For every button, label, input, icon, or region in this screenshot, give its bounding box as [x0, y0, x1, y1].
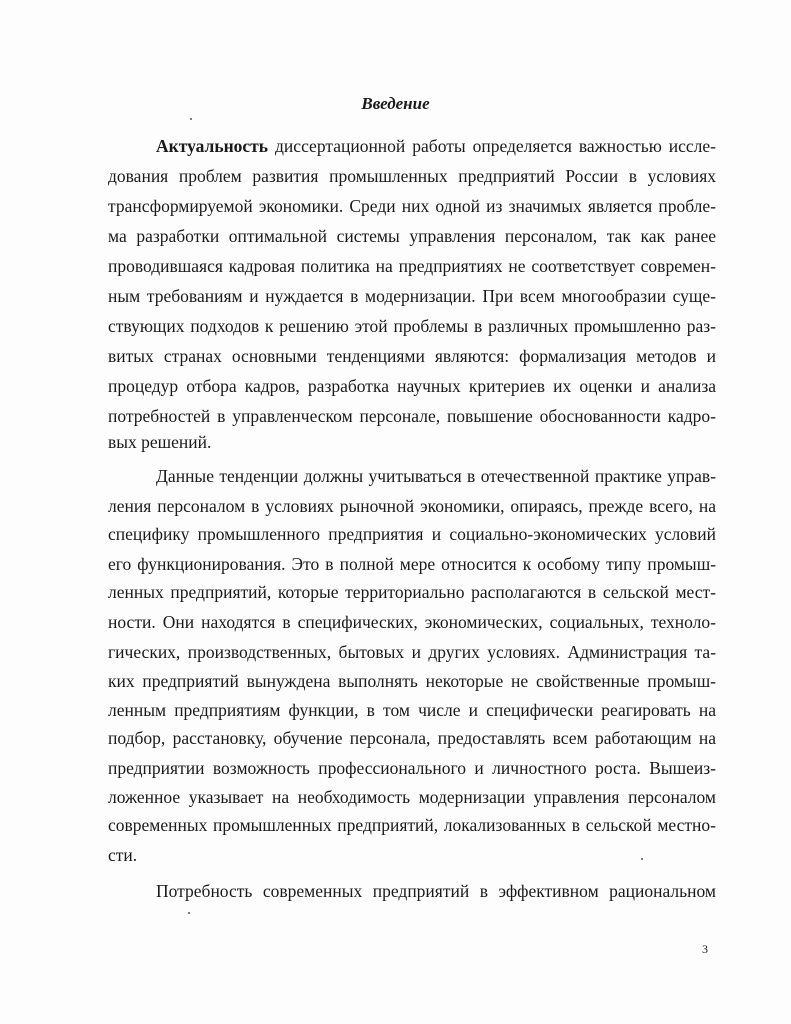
paragraph-1-line-1: [156, 134, 716, 158]
paragraph-2-line-11: предприятии возможность профессионального и личностного роста. Вышеиз-: [108, 758, 716, 778]
paragraph-1-line-2: дования проблем развития промышленных предприятий России в условиях: [108, 166, 716, 186]
paragraph-1-line-3: трансформируемой экономики. Среди них одной из значимых является пробле-: [108, 196, 716, 216]
paragraph-2-line-2: ления персоналом в условиях рыночной экономики, опираясь, прежде всего, на: [108, 496, 716, 516]
page-number: 3: [702, 942, 708, 956]
paragraph-1-line-11: вых решений.: [108, 432, 212, 452]
paragraph-1-line-7: ствующих подходов к решению этой проблемы в различных промышленно раз-: [108, 316, 716, 336]
paragraph-1-line-8: витых странах основными тенденциями являются: формализация методов и: [108, 346, 716, 366]
paragraph-2-line-14: сти.: [108, 845, 138, 865]
paragraph-1-line-5: проводившаяся кадровая политика на предприятиях не соответствует современ-: [108, 256, 716, 276]
scan-speck: [190, 118, 192, 120]
paragraph-2-line-9: ленным предприятиям функции, в том числе и специфически реагировать на: [108, 700, 716, 720]
paragraph-2-line-8: ких предприятий вынуждена выполнять некоторые не свойственные промыш-: [108, 671, 716, 691]
paragraph-1-line-6: ным требованиям и нуждается в модернизации. При всем многообразии суще-: [108, 286, 716, 306]
paragraph-1-line-9: процедур отбора кадров, разработка научных критериев их оценки и анализа: [108, 376, 716, 396]
paragraph-2-line-1: Данные тенденции должны учитываться в отечественной практике управ-: [156, 466, 716, 486]
paragraph-1-line-4: ма разработки оптимальной системы управления персоналом, так как ранее: [108, 226, 716, 246]
paragraph-1-lead-term: Актуальность: [156, 136, 269, 156]
paragraph-2-line-7: гических, производственных, бытовых и других условиях. Администрация та-: [108, 642, 716, 662]
paragraph-2-line-4: его функционирования. Это в полной мере относится к особому типу промыш-: [108, 554, 716, 574]
paragraph-1-line-10: потребностей в управленческом персонале, повышение обоснованности кадро-: [108, 406, 716, 426]
scan-speck: [641, 858, 643, 860]
paragraph-2-line-13: современных промышленных предприятий, локализованных в сельской местно-: [108, 815, 716, 835]
paragraph-3-line-1: Потребность современных предприятий в эффективном рациональном: [156, 881, 716, 901]
section-heading: Введение: [361, 94, 430, 113]
scan-speck: [188, 912, 190, 914]
paragraph-2-line-3: специфику промышленного предприятия и социально-экономических условий: [108, 524, 716, 544]
paragraph-2-line-5: ленных предприятий, которые территориально располагаются в сельской мест-: [108, 582, 716, 602]
paragraph-2-line-6: ности. Они находятся в специфических, экономических, социальных, техноло-: [108, 612, 716, 632]
paragraph-1-line-1-text: диссертационной работы определяется важностью иссле-: [268, 136, 716, 156]
paragraph-2-line-12: ложенное указывает на необходимость модернизации управления персоналом: [108, 787, 716, 807]
paragraph-2-line-10: подбор, расстановку, обучение персонала, предоставлять всем работающим на: [108, 728, 716, 748]
